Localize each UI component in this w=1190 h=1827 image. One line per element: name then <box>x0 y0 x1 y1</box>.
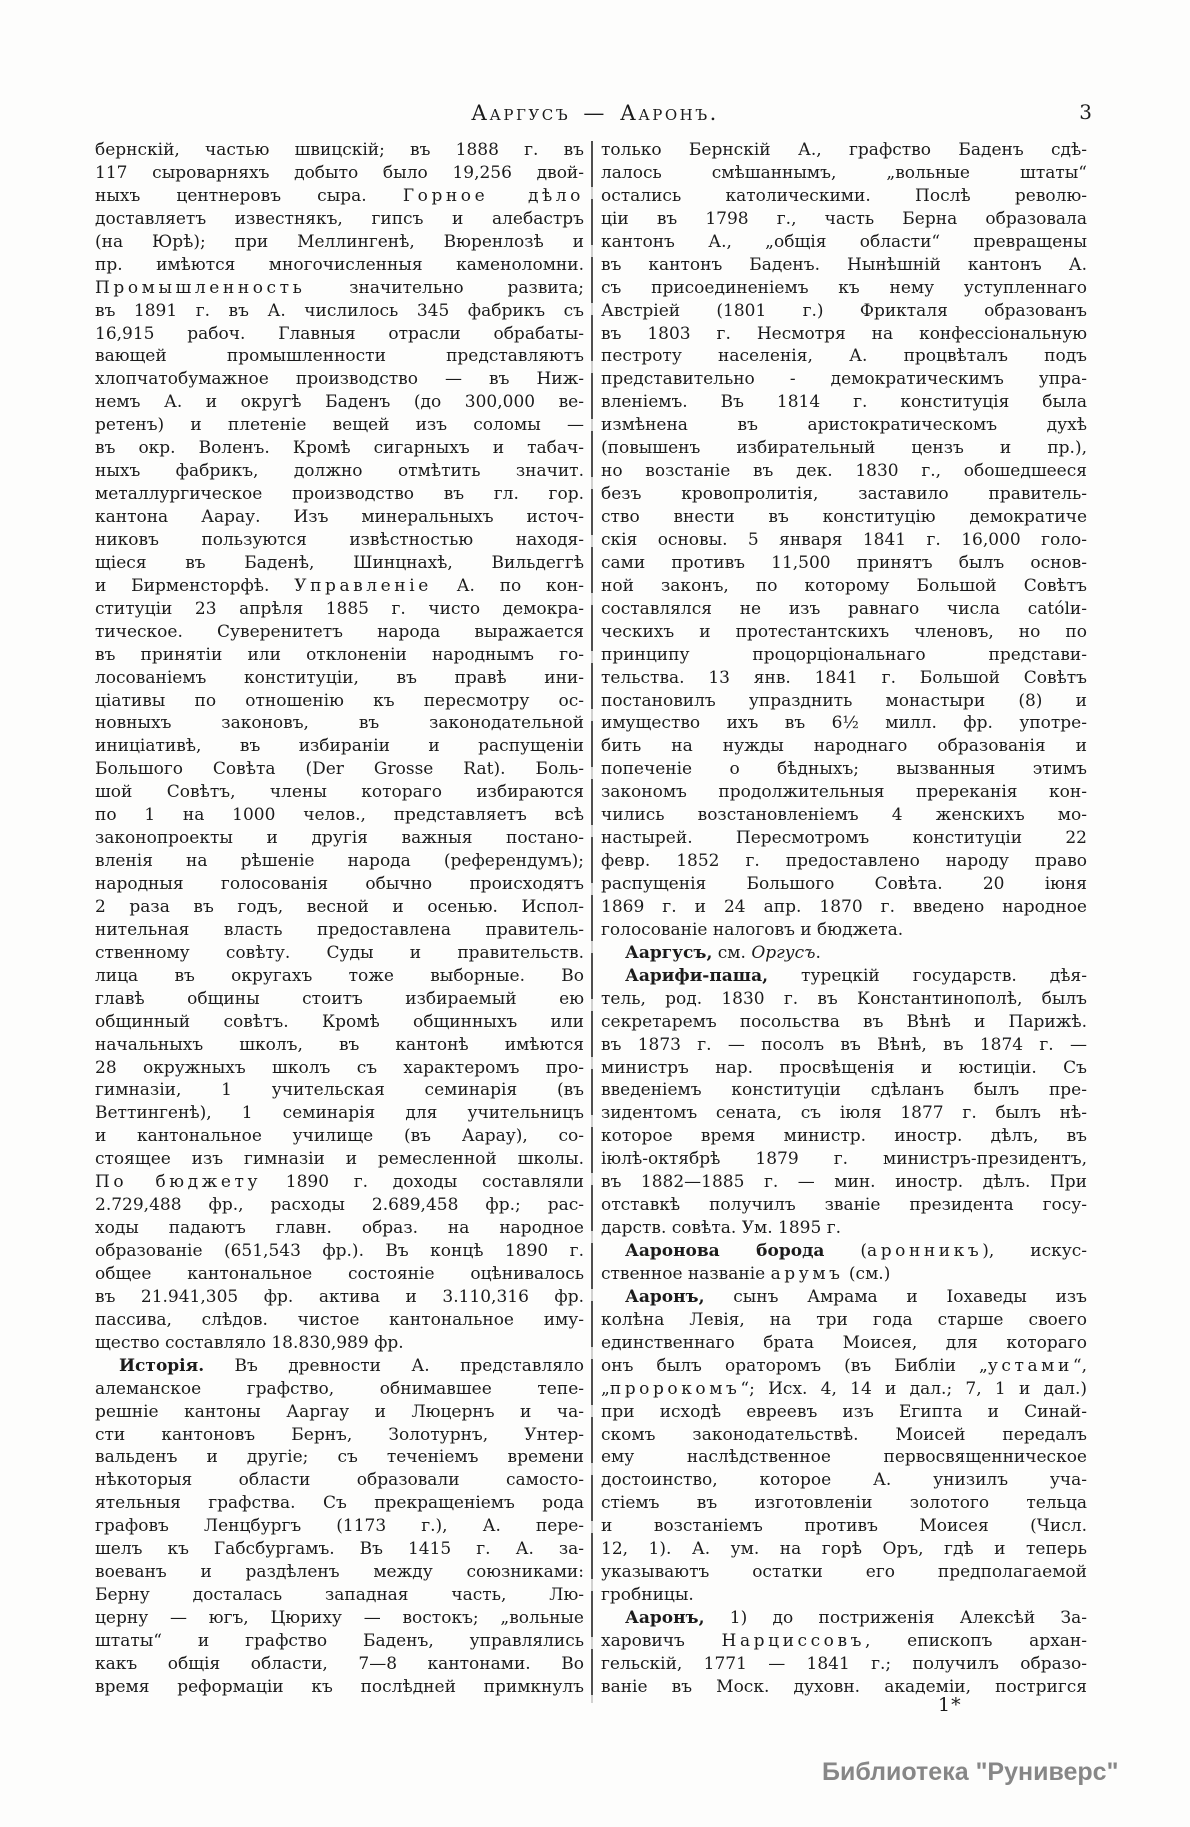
spaced-text: Горное дѣло <box>402 185 584 206</box>
text-line: составлялся не изъ равнаго числа católи- <box>601 598 1087 619</box>
text-line: По бюджету 1890 г. доходы составляли <box>95 1172 584 1193</box>
text-line: дарств. совѣта. Ум. 1895 г. <box>601 1218 842 1239</box>
text-line: вающей промышленности представляютъ <box>95 346 584 367</box>
text-line: измѣнена въ аристократическомъ духѣ <box>601 415 1087 436</box>
text-line: лосованіемъ конституціи, въ правѣ ини- <box>95 667 584 688</box>
text-line: голосованіе налоговъ и бюджета. <box>601 919 904 940</box>
text-line: немъ А. и округѣ Баденъ (до 300,000 ве- <box>95 392 584 413</box>
text-line: бернскій, частью швицскій; въ 1888 г. въ <box>95 140 584 160</box>
text-line: февр. 1852 г. предоставлено народу право <box>601 851 1087 872</box>
text-line: единственнаго брата Моисея, для котораго <box>601 1332 1087 1353</box>
bold-text: Исторія. <box>119 1355 205 1376</box>
text-line: ему наслѣдственное первосвященническое <box>601 1447 1087 1468</box>
text-line: іюлѣ-октябрѣ 1879 г. министръ-президентъ, <box>601 1149 1087 1170</box>
text-line: никовъ пользуются извѣстностью находя- <box>95 529 584 550</box>
library-watermark: Библиотека "Руниверс" <box>822 1758 1119 1786</box>
text-line: народныя голосованія обычно происходятъ <box>95 874 584 894</box>
text-line: стіемъ въ изготовленіи золотого тельца <box>601 1493 1087 1514</box>
right-column <box>601 139 1087 1699</box>
text-line: харовичъ Нарциссовъ, епископъ архан- <box>601 1630 1087 1651</box>
spaced-text: Промышленность <box>95 277 306 298</box>
text-line: сами противъ 11,500 принятъ былъ основ- <box>601 552 1087 573</box>
text-line: ретенъ) и плетеніе вещей изъ соломы — <box>95 415 584 436</box>
text-line: только Бернскій А., графство Баденъ сдѣ- <box>601 140 1087 160</box>
spaced-text: аронникъ <box>867 1241 983 1261</box>
text-line: Большого Совѣта (Der Grosse Rat). Боль- <box>95 759 584 780</box>
text-line: ституціи 23 апрѣля 1885 г. чисто демокра- <box>95 598 584 619</box>
text-line: металлургическое производство въ гл. гор. <box>95 484 584 505</box>
text-line: 117 сыроварняхъ добыто было 19,256 двой- <box>95 162 584 183</box>
text-line: 2.729,488 фр., расходы 2.689,458 фр.; рас- <box>95 1195 584 1216</box>
text-line: 12, 1). А. ум. на горѣ Оръ, гдѣ и теперь <box>601 1539 1087 1560</box>
text-line: церну — югъ, Цюриху — востокъ; „вольные <box>95 1608 584 1628</box>
text-line: и кантональное училище (въ Аарау), со- <box>95 1126 584 1147</box>
spaced-text: По бюджету <box>95 1172 262 1193</box>
text-line: 1869 г. и 24 апр. 1870 г. введено народное <box>601 896 1087 917</box>
text-line: гельскій, 1771 — 1841 г.; получилъ образо- <box>601 1653 1087 1674</box>
text-line: чились возстановленіемъ 4 женскихъ мо- <box>601 805 1087 826</box>
text-line: ныхъ центнеровъ сыра. Горное дѣло <box>95 185 584 206</box>
text-line: введеніемъ конституціи сдѣланъ былъ пре- <box>601 1080 1087 1101</box>
text-line: ныхъ фабрикъ, должно отмѣтить значит. <box>95 461 584 482</box>
text-line: настырей. Пересмотромъ конституціи 22 <box>601 828 1087 849</box>
text-line: (на Юрѣ); при Меллингенѣ, Вюренлозѣ и <box>95 231 584 252</box>
text-line: ственному совѣту. Суды и правительств. <box>95 942 584 963</box>
text-line: главѣ общины стоитъ избираемый ею <box>95 988 584 1009</box>
text-line: съ присоединеніемъ къ нему уступленнаго <box>601 277 1087 298</box>
spaced-text: Управленіе <box>294 575 432 596</box>
text-line: вленіемъ. Въ 1814 г. конституція была <box>601 392 1087 413</box>
text-line: Ааргусъ, см. Оргусъ. <box>625 942 821 963</box>
bold-text: Ааронова борода <box>625 1241 825 1261</box>
text-line: кантонъ А., „общія области“ превращены <box>601 231 1087 252</box>
text-line: ятельныя графства. Съ прекращеніемъ рода <box>95 1493 584 1514</box>
text-line: графовъ Ленцбургъ (1173 г.), А. пере- <box>95 1516 584 1537</box>
text-line: безъ кровопролитія, заставило правитель- <box>601 484 1087 505</box>
text-line: въ 1882—1885 г. — мин. иностр. дѣлъ. При <box>601 1172 1087 1193</box>
text-line: хлопчатобумажное производство — въ Ниж- <box>95 369 584 390</box>
text-line: нительная власть предоставлена правитель- <box>95 919 584 940</box>
text-line: щіеся въ Баденѣ, Шинцнахѣ, Вильдеггѣ <box>95 552 584 573</box>
text-line: ціативы по отношенію къ пересмотру ос- <box>95 690 584 711</box>
text-line: штаты“ и графство Баденъ, управлялись <box>95 1630 584 1651</box>
text-line: и возстаніемъ противъ Моисея (Числ. <box>601 1516 1087 1537</box>
text-line: шой Совѣтъ, члены котораго избираются <box>95 782 584 803</box>
text-line: кантона Аарау. Изъ минеральныхъ источ- <box>95 507 584 527</box>
text-line: тель, род. 1830 г. въ Константинополѣ, былъ <box>601 988 1087 1009</box>
text-line: остались католическими. Послѣ револю- <box>601 185 1087 206</box>
text-line: бить на нужды народнаго образованія и <box>601 736 1087 757</box>
text-line: ной законъ, по которому Большой Совѣтъ <box>601 575 1087 596</box>
text-line: при исходѣ евреевъ изъ Египта и Синай- <box>601 1401 1087 1422</box>
text-line: Ааронъ, 1) до постриженія Алексѣй За- <box>625 1608 1087 1628</box>
text-line: вальденъ и другіе; съ теченіемъ времени <box>95 1447 584 1468</box>
running-header: Ааргусъ — Ааронъ. <box>471 101 719 125</box>
text-line: 2 раза въ годъ, весной и осенью. Испол- <box>95 896 584 917</box>
italic-text: Оргусъ <box>751 942 816 963</box>
page-number: 3 <box>1079 100 1092 124</box>
text-line: тическое. Суверенитетъ народа выражается <box>95 621 584 642</box>
text-line: какъ общія области, 7—8 кантонами. Во <box>95 1653 584 1674</box>
text-line: Ааронова борода (аронникъ), искус- <box>625 1241 1087 1261</box>
text-line: (повышенъ избирательный цензъ и пр.), <box>601 438 1087 459</box>
text-line: начальныхъ школъ, въ кантонѣ имѣются <box>95 1034 584 1055</box>
text-line: секретаремъ посольства въ Вѣнѣ и Парижѣ. <box>601 1011 1087 1032</box>
text-line: министръ нар. просвѣщенія и юстиціи. Съ <box>601 1057 1087 1078</box>
text-line: воеванъ и раздѣленъ между союзниками: <box>95 1562 584 1583</box>
bold-text: Аарифи-паша, <box>625 965 769 986</box>
text-line: въ 1803 г. Несмотря на конфессіональную <box>601 323 1087 344</box>
column-divider-rule <box>591 141 593 1703</box>
text-line: гробницы. <box>601 1585 694 1606</box>
text-line: Веттингенѣ), 1 семинарія для учительницъ <box>95 1103 584 1124</box>
text-line: „пророкомъ“; Исх. 4, 14 и дал.; 7, 1 и дал.) <box>601 1378 1087 1399</box>
text-line: новныхъ законовъ, въ законодательной <box>95 713 584 734</box>
text-line: и Бирменсторфѣ. Управленіе А. по кон- <box>95 575 584 596</box>
bold-text: Ааронъ, <box>625 1608 705 1628</box>
text-line: Ааронъ, сынъ Амрама и Іохаведы изъ <box>625 1286 1087 1307</box>
text-line: время реформаціи къ послѣдней примкнулъ <box>95 1676 584 1697</box>
text-line: ственное названіе арумъ (см.) <box>601 1263 891 1284</box>
text-line: въ 1873 г. — посолъ въ Вѣнѣ, въ 1874 г. — <box>601 1034 1087 1055</box>
text-line: скомъ законодательствѣ. Моисей передалъ <box>601 1424 1087 1445</box>
text-line: въ 1891 г. въ А. числилось 345 фабрикъ съ <box>95 300 584 321</box>
text-line: алеманское графство, обнимавшее тепе- <box>95 1378 584 1399</box>
text-line: общинный совѣтъ. Кромѣ общинныхъ или <box>95 1011 584 1032</box>
text-line: образованіе (651,543 фр.). Въ концѣ 1890 г. <box>95 1241 584 1261</box>
text-line: принципу процорціональнаго представи- <box>601 644 1087 665</box>
text-line: достоинство, которое А. унизилъ уча- <box>601 1470 1087 1491</box>
bold-text: Ааронъ, <box>625 1286 705 1307</box>
text-line: вленія на рѣшеніе народа (референдумъ); <box>95 851 584 872</box>
text-line: стоящее изъ гимназіи и ремесленной школы. <box>95 1149 584 1170</box>
text-line: лица въ округахъ тоже выборные. Во <box>95 965 584 986</box>
text-line: решніе кантоны Ааргау и Люцернъ и ча- <box>95 1401 584 1422</box>
text-line: въ кантонъ Баденъ. Нынѣшній кантонъ А. <box>601 254 1087 275</box>
text-line: отставкѣ получилъ званіе президента госу- <box>601 1195 1087 1216</box>
text-line: которое время министр. иностр. дѣлъ, въ <box>601 1126 1087 1147</box>
text-line: указываютъ остатки его предполагаемой <box>601 1562 1087 1583</box>
text-line: щество составляло 18.830,989 фр. <box>95 1332 404 1353</box>
text-line: гимназіи, 1 учительская семинарія (въ <box>95 1080 584 1101</box>
spaced-text: арумъ <box>770 1263 844 1284</box>
text-line: Аарифи-паша, турецкій государств. дѣя- <box>625 965 1087 986</box>
text-line: тельства. 13 янв. 1841 г. Большой Совѣтъ <box>601 667 1087 688</box>
text-line: законопроекты и другія важныя постано- <box>95 828 584 849</box>
text-line: общее кантональное состояніе оцѣнивалось <box>95 1263 584 1284</box>
text-line: представительно - демократическимъ упра- <box>601 369 1087 390</box>
spaced-text: Нарциссовъ <box>721 1630 866 1651</box>
text-line: ваніе въ Моск. духовн. академіи, постригся <box>601 1676 1087 1697</box>
text-line: въ принятіи или отклоненіи народнымъ го- <box>95 644 584 665</box>
text-line: ходы падаютъ главн. образ. на народное <box>95 1218 584 1239</box>
text-line: Берну досталась западная часть, Лю- <box>95 1585 584 1606</box>
spaced-text: устами <box>987 1355 1073 1376</box>
text-line: лалось смѣшаннымъ, „вольные штаты“ <box>601 162 1087 183</box>
text-line: попеченіе о бѣдныхъ; вызванныя этимъ <box>601 759 1087 780</box>
text-line: Исторія. Въ древности А. представляло <box>119 1355 584 1376</box>
text-line: 16,915 рабоч. Главныя отрасли обрабаты- <box>95 323 584 344</box>
text-line: но возстаніе въ дек. 1830 г., обошедшееся <box>601 461 1087 482</box>
text-line: закономъ продолжительныя пререканія кон- <box>601 782 1087 803</box>
text-line: пассива, слѣдов. чистое кантональное иму- <box>95 1309 584 1330</box>
text-line: имущество ихъ въ 6½ милл. фр. употре- <box>601 713 1087 734</box>
text-line: въ 21.941,305 фр. актива и 3.110,316 фр. <box>95 1286 584 1307</box>
text-line: по 1 на 1000 челов., представляетъ всѣ <box>95 805 584 826</box>
text-line: Австріей (1801 г.) Фрикталя образованъ <box>601 300 1087 321</box>
text-line: онъ былъ ораторомъ (въ Библіи „устами“, <box>601 1355 1087 1376</box>
text-line: ческихъ и протестантскихъ членовъ, но по <box>601 621 1087 642</box>
text-line: въ окр. Воленъ. Кромѣ сигарныхъ и табач- <box>95 438 584 459</box>
text-line: пестроту населенія, А. процвѣталъ подъ <box>601 346 1087 367</box>
text-line: скія основы. 5 января 1841 г. 16,000 голо- <box>601 529 1087 550</box>
text-line: колѣна Левія, на три года старше своего <box>601 1309 1087 1330</box>
text-line: сти кантоновъ Бернъ, Золотурнъ, Унтер- <box>95 1424 584 1445</box>
text-line: распущенія Большого Совѣта. 20 іюня <box>601 874 1087 894</box>
text-line: доставляетъ известнякъ, гипсъ и алебастръ <box>95 208 584 229</box>
text-line: зидентомъ сената, съ іюля 1877 г. былъ нѣ- <box>601 1103 1087 1124</box>
bold-text: Ааргусъ, <box>625 942 713 963</box>
signature-mark: 1* <box>938 1694 962 1716</box>
text-line: постановилъ упразднить монастыри (8) и <box>601 690 1087 711</box>
text-line: шелъ къ Габсбургамъ. Въ 1415 г. А. за- <box>95 1539 584 1560</box>
text-line: ціи въ 1798 г., часть Берна образовала <box>601 208 1087 229</box>
text-line: Промышленность значительно развита; <box>95 277 584 298</box>
text-line: иниціативѣ, въ избираніи и распущеніи <box>95 736 584 757</box>
text-line: нѣкоторыя области образовали самосто- <box>95 1470 584 1491</box>
text-line: ство внести въ конституцію демократиче <box>601 507 1087 527</box>
spaced-text: пророкомъ <box>609 1378 741 1399</box>
left-column <box>95 139 584 1699</box>
text-line: пр. имѣются многочисленныя каменоломни. <box>95 254 584 275</box>
text-line: 28 окружныхъ школъ съ характеромъ про- <box>95 1057 584 1078</box>
